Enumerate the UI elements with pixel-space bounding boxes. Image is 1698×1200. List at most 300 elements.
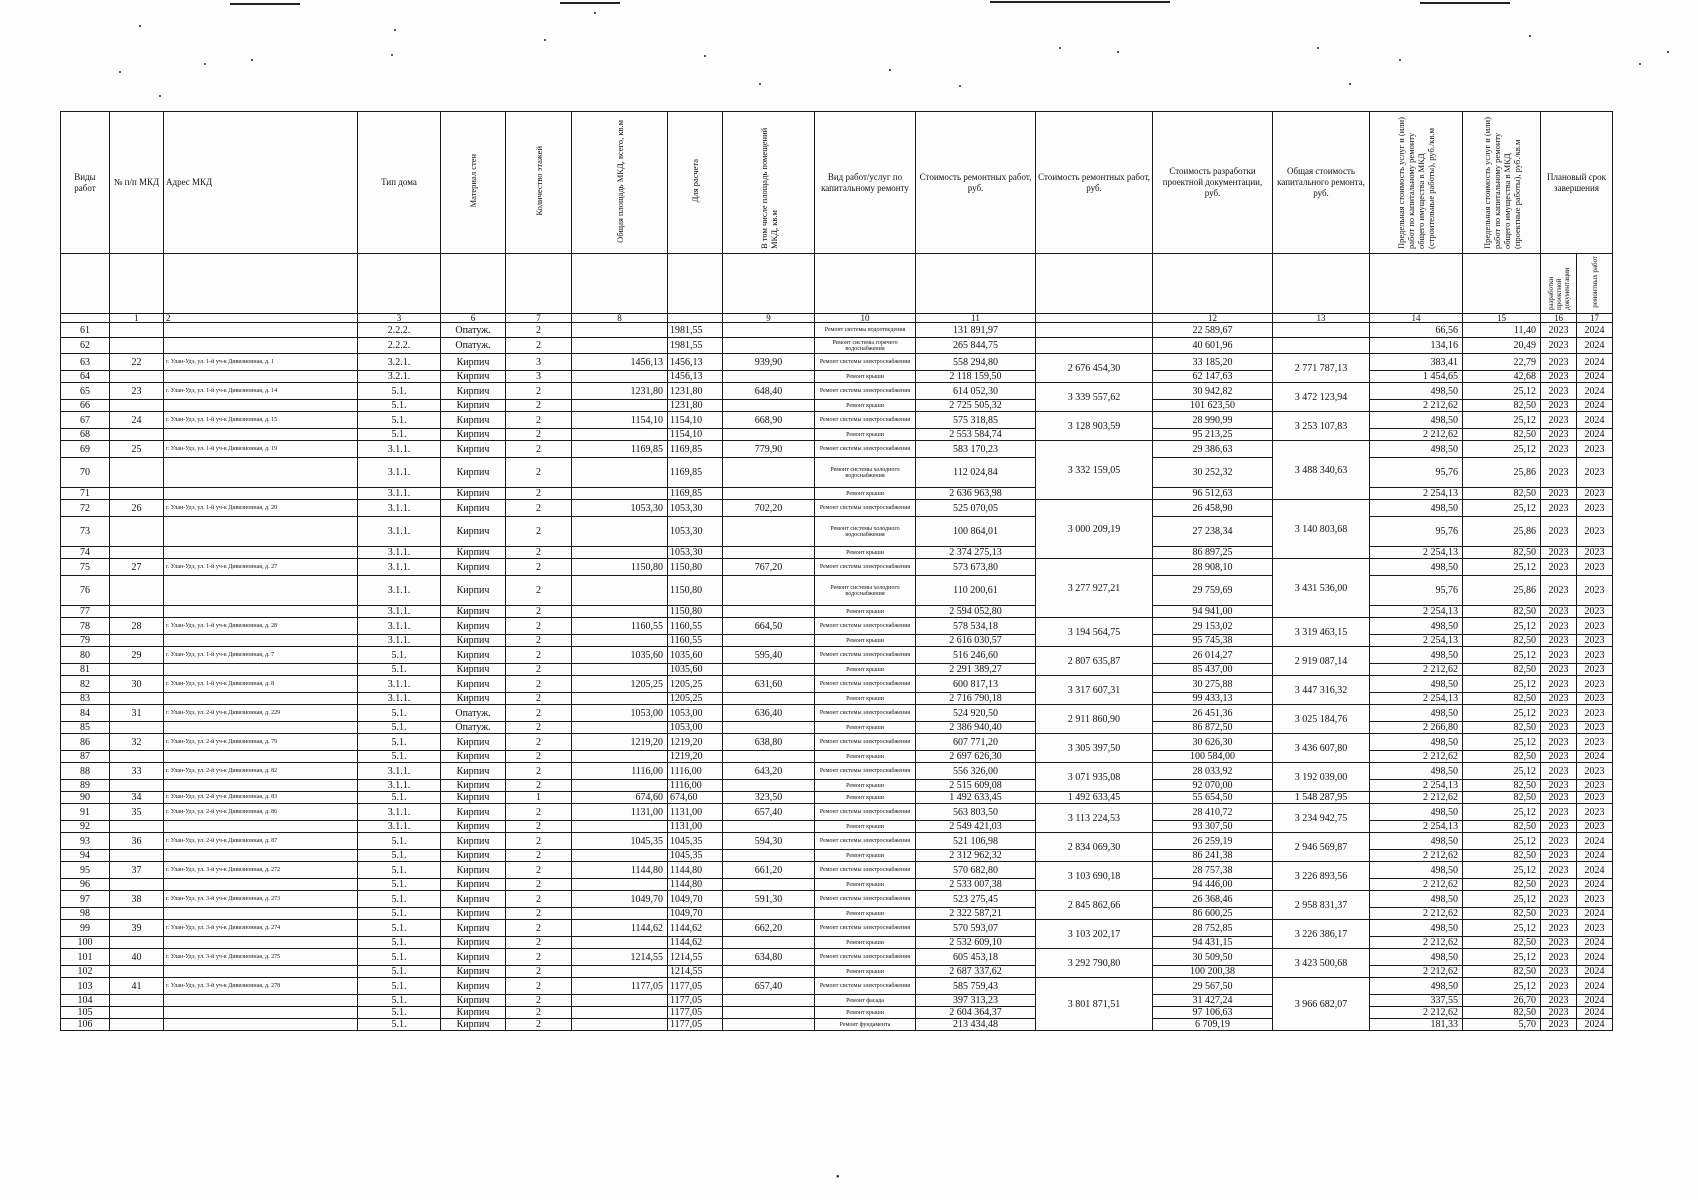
- header-house-type: Тип дома: [358, 112, 441, 254]
- table-row: [61, 920, 1613, 937]
- work-kind: Ремонт крыши: [815, 937, 916, 949]
- limit-design: 82,50: [1463, 821, 1541, 833]
- row-index: 62: [61, 338, 110, 354]
- house-type: 5.1.: [358, 908, 441, 920]
- wall-material: Кирпич: [441, 1019, 506, 1031]
- table-row: [61, 937, 1613, 949]
- limit-construction: 498,50: [1370, 500, 1463, 517]
- repair-deadline: 2024: [1577, 751, 1613, 763]
- limit-construction: 498,50: [1370, 978, 1463, 995]
- design-cost: 30 626,30: [1153, 734, 1273, 751]
- limit-design: 25,12: [1463, 676, 1541, 693]
- floors: 2: [506, 664, 572, 676]
- mkd-number: [110, 995, 164, 1007]
- repair-cost: 523 275,45: [916, 891, 1036, 908]
- floors: 2: [506, 635, 572, 647]
- column-number: 17: [1577, 314, 1613, 323]
- design-deadline: 2023: [1541, 400, 1577, 412]
- mkd-address: г. Улан-Удэ, ул. 1-й уч-к Дивизионная, д. 7: [164, 647, 358, 664]
- table-row: [61, 879, 1613, 891]
- design-cost: 95 745,38: [1153, 635, 1273, 647]
- work-kind: Ремонт системы электроснабжения: [815, 949, 916, 966]
- total-cost: 3 319 463,15: [1273, 618, 1370, 647]
- house-type: 3.1.1.: [358, 488, 441, 500]
- limit-construction: 2 212,62: [1370, 937, 1463, 949]
- work-kind: Ремонт крыши: [815, 693, 916, 705]
- design-deadline: 2023: [1541, 500, 1577, 517]
- mkd-address: г. Улан-Удэ, ул. 2-й уч-к Дивизионная, д. 83: [164, 792, 358, 804]
- table-row: [61, 647, 1613, 664]
- row-index: 65: [61, 383, 110, 400]
- mkd-address: [164, 576, 358, 606]
- calc-area: 1144,80: [668, 879, 723, 891]
- total-cost: 3 488 340,63: [1273, 441, 1370, 500]
- mkd-number: 25: [110, 441, 164, 458]
- design-deadline: 2023: [1541, 966, 1577, 978]
- table-row: [61, 517, 1613, 547]
- row-index: 66: [61, 400, 110, 412]
- design-cost: 28 908,10: [1153, 559, 1273, 576]
- design-cost: 29 567,50: [1153, 978, 1273, 995]
- limit-construction: 2 254,13: [1370, 488, 1463, 500]
- limit-design: 25,12: [1463, 559, 1541, 576]
- header-for-calculation: Для расчета: [690, 159, 700, 203]
- floors: 2: [506, 833, 572, 850]
- calc-area: 1231,80: [668, 400, 723, 412]
- header-premises-area: В том числе площадь помещений МКД, кв.м: [758, 127, 779, 249]
- wall-material: Кирпич: [441, 792, 506, 804]
- column-number: 12: [1153, 314, 1273, 323]
- mkd-address: [164, 850, 358, 862]
- floors: 2: [506, 400, 572, 412]
- table-row: [61, 862, 1613, 879]
- floors: 2: [506, 751, 572, 763]
- table-row: [61, 338, 1613, 354]
- house-type: 5.1.: [358, 920, 441, 937]
- calc-area: 674,60: [668, 792, 723, 804]
- table-row: [61, 949, 1613, 966]
- limit-design: 82,50: [1463, 722, 1541, 734]
- total-cost: 3 234 942,75: [1273, 804, 1370, 833]
- repair-deadline: 2023: [1577, 458, 1613, 488]
- repair-deadline: 2023: [1577, 517, 1613, 547]
- design-deadline: 2023: [1541, 763, 1577, 780]
- work-kind: Ремонт системы электроснабжения: [815, 734, 916, 751]
- mkd-address: [164, 547, 358, 559]
- work-kind: Ремонт крыши: [815, 821, 916, 833]
- header-total-area: Общая площадь МКД, всего, кв.м: [614, 119, 625, 243]
- floors: 3: [506, 371, 572, 383]
- mkd-address: [164, 751, 358, 763]
- header-planned-deadline: Плановый срок завершения: [1541, 112, 1613, 254]
- total-area: [572, 547, 668, 559]
- wall-material: Кирпич: [441, 676, 506, 693]
- limit-construction: 2 254,13: [1370, 606, 1463, 618]
- wall-material: Кирпич: [441, 833, 506, 850]
- repair-cost: 2 594 052,80: [916, 606, 1036, 618]
- repair-cost: 110 200,61: [916, 576, 1036, 606]
- house-type: 5.1.: [358, 966, 441, 978]
- limit-design: 25,12: [1463, 978, 1541, 995]
- mkd-address: г. Улан-Удэ, ул. 3-й уч-к Дивизионная, д. 273: [164, 891, 358, 908]
- limit-design: 25,86: [1463, 458, 1541, 488]
- repair-cost: 605 453,18: [916, 949, 1036, 966]
- mkd-address: г. Улан-Удэ, ул. 3-й уч-к Дивизионная, д. 278: [164, 978, 358, 995]
- floors: 2: [506, 722, 572, 734]
- limit-construction: 498,50: [1370, 647, 1463, 664]
- floors: 2: [506, 606, 572, 618]
- calc-area: 1205,25: [668, 693, 723, 705]
- total-cost: [1273, 338, 1370, 354]
- limit-design: 82,50: [1463, 792, 1541, 804]
- repair-deadline: 2024: [1577, 429, 1613, 441]
- limit-construction: 2 212,62: [1370, 664, 1463, 676]
- mkd-address: [164, 722, 358, 734]
- table-row: [61, 1007, 1613, 1019]
- limit-design: 82,50: [1463, 429, 1541, 441]
- column-number: 2: [164, 314, 358, 323]
- repair-deadline: 2023: [1577, 920, 1613, 937]
- limit-design: 82,50: [1463, 879, 1541, 891]
- house-type: 3.1.1.: [358, 821, 441, 833]
- wall-material: Кирпич: [441, 879, 506, 891]
- work-kind: Ремонт системы электроснабжения: [815, 559, 916, 576]
- mkd-address: [164, 908, 358, 920]
- total-area: 1116,00: [572, 763, 668, 780]
- table-row: [61, 323, 1613, 338]
- repair-deadline: 2024: [1577, 412, 1613, 429]
- column-number: 11: [916, 314, 1036, 323]
- floors: 2: [506, 338, 572, 354]
- premises-area: 657,40: [723, 804, 815, 821]
- wall-material: Кирпич: [441, 635, 506, 647]
- mkd-address: [164, 879, 358, 891]
- total-area: 1144,80: [572, 862, 668, 879]
- repair-deadline: 2024: [1577, 400, 1613, 412]
- wall-material: Кирпич: [441, 354, 506, 371]
- repair-cost: 570 682,80: [916, 862, 1036, 879]
- total-area: 1177,05: [572, 978, 668, 995]
- house-type: 3.1.1.: [358, 441, 441, 458]
- row-index: 85: [61, 722, 110, 734]
- design-deadline: 2023: [1541, 635, 1577, 647]
- total-area: [572, 850, 668, 862]
- design-cost: 86 241,38: [1153, 850, 1273, 862]
- repair-cost: 516 246,60: [916, 647, 1036, 664]
- limit-construction: 498,50: [1370, 618, 1463, 635]
- repair-cost: 2 532 609,10: [916, 937, 1036, 949]
- repair-cost-total: 3 332 159,05: [1036, 441, 1153, 500]
- design-cost: 97 106,63: [1153, 1007, 1273, 1019]
- limit-design: 20,49: [1463, 338, 1541, 354]
- limit-construction: 2 212,62: [1370, 400, 1463, 412]
- row-index: 103: [61, 978, 110, 995]
- repair-cost: 2 374 275,13: [916, 547, 1036, 559]
- house-type: 3.1.1.: [358, 618, 441, 635]
- wall-material: Кирпич: [441, 937, 506, 949]
- total-cost: [1273, 323, 1370, 338]
- house-type: 5.1.: [358, 949, 441, 966]
- repair-cost-total: 3 277 927,21: [1036, 559, 1153, 618]
- wall-material: Кирпич: [441, 606, 506, 618]
- repair-deadline: 2023: [1577, 821, 1613, 833]
- total-area: [572, 338, 668, 354]
- work-kind: Ремонт крыши: [815, 664, 916, 676]
- house-type: 3.1.1.: [358, 517, 441, 547]
- repair-cost: 100 864,01: [916, 517, 1036, 547]
- floors: 2: [506, 862, 572, 879]
- calc-area: 1053,00: [668, 705, 723, 722]
- limit-design: 26,70: [1463, 995, 1541, 1007]
- wall-material: Опатуж.: [441, 705, 506, 722]
- limit-design: 82,50: [1463, 693, 1541, 705]
- header-floors: Количество этажей: [533, 146, 544, 216]
- premises-area: [723, 400, 815, 412]
- design-deadline: 2023: [1541, 559, 1577, 576]
- design-deadline: 2023: [1541, 517, 1577, 547]
- total-area: 1131,00: [572, 804, 668, 821]
- limit-construction: 134,16: [1370, 338, 1463, 354]
- calc-area: 1131,00: [668, 821, 723, 833]
- repair-cost: 2 515 609,08: [916, 780, 1036, 792]
- limit-design: 25,12: [1463, 441, 1541, 458]
- design-deadline: 2023: [1541, 458, 1577, 488]
- premises-area: [723, 995, 815, 1007]
- floors: 2: [506, 1007, 572, 1019]
- repair-deadline: 2023: [1577, 488, 1613, 500]
- design-deadline: 2023: [1541, 978, 1577, 995]
- work-kind: Ремонт системы холодного водоснабжения: [815, 458, 916, 488]
- repair-deadline: 2023: [1577, 722, 1613, 734]
- work-kind: Ремонт системы электроснабжения: [815, 862, 916, 879]
- mkd-address: [164, 371, 358, 383]
- mkd-address: г. Улан-Удэ, ул. 2-й уч-к Дивизионная, д. 87: [164, 833, 358, 850]
- table-row: [61, 676, 1613, 693]
- row-index: 101: [61, 949, 110, 966]
- work-kind: Ремонт крыши: [815, 606, 916, 618]
- premises-area: 657,40: [723, 978, 815, 995]
- limit-construction: 2 212,62: [1370, 429, 1463, 441]
- premises-area: [723, 458, 815, 488]
- wall-material: Кирпич: [441, 371, 506, 383]
- row-index: 82: [61, 676, 110, 693]
- mkd-address: г. Улан-Удэ, ул. 1-й уч-к Дивизионная, д. 15: [164, 412, 358, 429]
- limit-construction: 498,50: [1370, 891, 1463, 908]
- repair-deadline: 2024: [1577, 862, 1613, 879]
- work-kind: Ремонт системы электроснабжения: [815, 833, 916, 850]
- house-type: 5.1.: [358, 429, 441, 441]
- mkd-address: [164, 458, 358, 488]
- limit-construction: 2 254,13: [1370, 693, 1463, 705]
- house-type: 2.2.2.: [358, 323, 441, 338]
- table-row: [61, 821, 1613, 833]
- wall-material: Кирпич: [441, 780, 506, 792]
- table-row: [61, 547, 1613, 559]
- house-type: 3.1.1.: [358, 559, 441, 576]
- total-area: 1045,35: [572, 833, 668, 850]
- row-index: 77: [61, 606, 110, 618]
- row-index: 69: [61, 441, 110, 458]
- house-type: 5.1.: [358, 400, 441, 412]
- mkd-number: [110, 371, 164, 383]
- total-area: 1144,62: [572, 920, 668, 937]
- design-deadline: 2023: [1541, 547, 1577, 559]
- total-area: [572, 488, 668, 500]
- repair-deadline: 2023: [1577, 618, 1613, 635]
- header-limit-design: Предельная стоимость услуг и (или) работ по капитальному ремонту общего имущества в МКД (проектные работы), руб./кв.м: [1481, 117, 1522, 249]
- design-cost: 93 307,50: [1153, 821, 1273, 833]
- repair-cost-total: 3 071 935,08: [1036, 763, 1153, 792]
- mkd-number: [110, 635, 164, 647]
- house-type: 5.1.: [358, 792, 441, 804]
- premises-area: 661,20: [723, 862, 815, 879]
- wall-material: Кирпич: [441, 618, 506, 635]
- mkd-number: [110, 908, 164, 920]
- limit-construction: 498,50: [1370, 862, 1463, 879]
- design-cost: 29 759,69: [1153, 576, 1273, 606]
- row-index: 83: [61, 693, 110, 705]
- mkd-address: г. Улан-Удэ, ул. 2-й уч-к Дивизионная, д. 79: [164, 734, 358, 751]
- mkd-number: [110, 850, 164, 862]
- design-cost: 31 427,24: [1153, 995, 1273, 1007]
- repair-deadline: 2024: [1577, 338, 1613, 354]
- work-kind: Ремонт системы электроснабжения: [815, 891, 916, 908]
- total-area: 1053,30: [572, 500, 668, 517]
- wall-material: Кирпич: [441, 949, 506, 966]
- repair-cost: 585 759,43: [916, 978, 1036, 995]
- mkd-number: 26: [110, 500, 164, 517]
- table-row: [61, 705, 1613, 722]
- total-area: [572, 1019, 668, 1031]
- limit-design: 82,50: [1463, 606, 1541, 618]
- total-area: [572, 966, 668, 978]
- total-area: 1214,55: [572, 949, 668, 966]
- premises-area: 634,80: [723, 949, 815, 966]
- calc-area: 1177,05: [668, 1007, 723, 1019]
- design-deadline: 2023: [1541, 354, 1577, 371]
- mkd-number: [110, 664, 164, 676]
- limit-design: 25,12: [1463, 412, 1541, 429]
- column-number: 14: [1370, 314, 1463, 323]
- calc-area: 1456,13: [668, 354, 723, 371]
- house-type: 3.1.1.: [358, 763, 441, 780]
- repair-cost-total: 3 000 209,19: [1036, 500, 1153, 559]
- total-area: [572, 458, 668, 488]
- limit-design: 82,50: [1463, 780, 1541, 792]
- floors: 2: [506, 949, 572, 966]
- floors: 2: [506, 920, 572, 937]
- wall-material: Кирпич: [441, 908, 506, 920]
- wall-material: Кирпич: [441, 412, 506, 429]
- repair-deadline: 2023: [1577, 664, 1613, 676]
- calc-area: 1981,55: [668, 338, 723, 354]
- design-cost: 101 623,50: [1153, 400, 1273, 412]
- table-row: [61, 780, 1613, 792]
- mkd-address: [164, 488, 358, 500]
- design-cost: 28 752,85: [1153, 920, 1273, 937]
- table-row: [61, 500, 1613, 517]
- mkd-number: 31: [110, 705, 164, 722]
- floors: 2: [506, 458, 572, 488]
- column-number: 7: [506, 314, 572, 323]
- design-deadline: 2023: [1541, 821, 1577, 833]
- floors: 2: [506, 500, 572, 517]
- table-row: [61, 763, 1613, 780]
- repair-deadline: 2023: [1577, 705, 1613, 722]
- total-area: [572, 879, 668, 891]
- total-cost: 3 025 184,76: [1273, 705, 1370, 734]
- row-index: 73: [61, 517, 110, 547]
- limit-design: 5,70: [1463, 1019, 1541, 1031]
- mkd-number: 30: [110, 676, 164, 693]
- design-deadline: 2023: [1541, 908, 1577, 920]
- calc-area: 1150,80: [668, 576, 723, 606]
- limit-design: 25,12: [1463, 618, 1541, 635]
- total-area: 1049,70: [572, 891, 668, 908]
- work-kind: Ремонт системы холодного водоснабжения: [815, 517, 916, 547]
- house-type: 3.2.1.: [358, 354, 441, 371]
- floors: 2: [506, 676, 572, 693]
- calc-area: 1049,70: [668, 891, 723, 908]
- calc-area: 1150,80: [668, 559, 723, 576]
- repair-cost: 575 318,85: [916, 412, 1036, 429]
- mkd-number: [110, 323, 164, 338]
- wall-material: Кирпич: [441, 821, 506, 833]
- mkd-number: 35: [110, 804, 164, 821]
- repair-deadline: 2024: [1577, 978, 1613, 995]
- mkd-address: [164, 606, 358, 618]
- wall-material: Кирпич: [441, 517, 506, 547]
- table-row: [61, 412, 1613, 429]
- repair-deadline: 2023: [1577, 734, 1613, 751]
- design-cost: 26 451,36: [1153, 705, 1273, 722]
- wall-material: Кирпич: [441, 500, 506, 517]
- limit-construction: 95,76: [1370, 458, 1463, 488]
- total-area: 1231,80: [572, 383, 668, 400]
- design-deadline: 2023: [1541, 751, 1577, 763]
- row-index: 99: [61, 920, 110, 937]
- repair-cost: 2 291 389,27: [916, 664, 1036, 676]
- mkd-number: [110, 821, 164, 833]
- design-deadline: 2023: [1541, 937, 1577, 949]
- floors: 2: [506, 821, 572, 833]
- mkd-address: г. Улан-Удэ, ул. 2-й уч-к Дивизионная, д. 82: [164, 763, 358, 780]
- header-address: Адрес МКД: [164, 112, 358, 254]
- row-index: 64: [61, 371, 110, 383]
- total-area: [572, 751, 668, 763]
- mkd-number: 34: [110, 792, 164, 804]
- mkd-number: [110, 937, 164, 949]
- wall-material: Опатуж.: [441, 722, 506, 734]
- total-area: [572, 821, 668, 833]
- limit-design: 82,50: [1463, 635, 1541, 647]
- premises-area: [723, 576, 815, 606]
- row-index: 93: [61, 833, 110, 850]
- limit-design: 82,50: [1463, 547, 1541, 559]
- calc-area: 1144,80: [668, 862, 723, 879]
- design-deadline: 2023: [1541, 576, 1577, 606]
- repair-deadline: 2023: [1577, 780, 1613, 792]
- premises-area: 594,30: [723, 833, 815, 850]
- calc-area: 1116,00: [668, 780, 723, 792]
- mkd-address: [164, 323, 358, 338]
- total-cost: 3 140 803,68: [1273, 500, 1370, 559]
- work-kind: Ремонт системы электроснабжения: [815, 647, 916, 664]
- column-number: 10: [815, 314, 916, 323]
- premises-area: 767,20: [723, 559, 815, 576]
- work-kind: Ремонт системы электроснабжения: [815, 383, 916, 400]
- limit-design: 22,79: [1463, 354, 1541, 371]
